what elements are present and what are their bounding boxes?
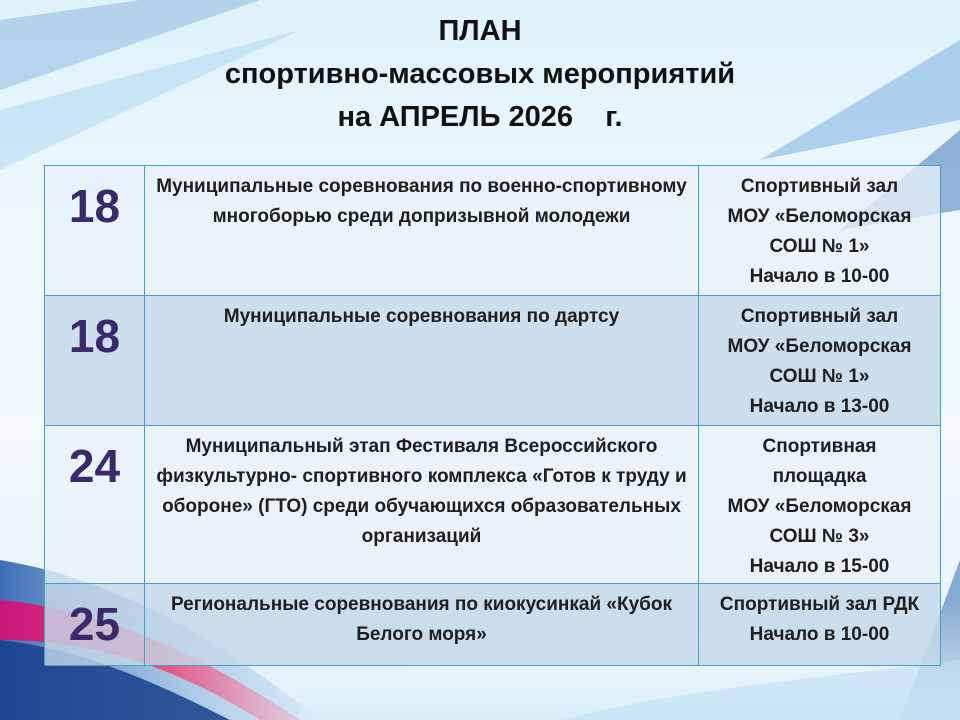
place-line: СОШ № 1»	[769, 236, 870, 257]
place-line: Спортивный зал РДК	[719, 594, 920, 615]
place-line: Спортивный зал	[740, 176, 899, 197]
event-place	[699, 166, 941, 296]
page-title	[0, 10, 960, 139]
place-line: площадка	[772, 466, 867, 487]
event-place	[699, 296, 941, 426]
place-line: Начало в 13-00	[749, 396, 890, 417]
title-line-2: спортивно-массовых мероприятий	[224, 58, 736, 90]
place-line: МОУ «Беломорская	[727, 206, 912, 227]
event-day: 18	[45, 296, 145, 426]
event-description: Региональные соревнования по киокусинкай «Кубок Белого моря»	[145, 584, 699, 666]
event-day: 24	[45, 426, 145, 584]
place-line: Начало в 15-00	[749, 556, 890, 577]
event-description: Муниципальные соревнования по дартсу	[145, 296, 699, 426]
place-line: Начало в 10-00	[749, 624, 890, 645]
place-line: СОШ № 3»	[769, 526, 870, 547]
event-place	[699, 426, 941, 584]
place-line: МОУ «Беломорская	[727, 496, 912, 517]
table-row	[45, 584, 941, 666]
place-line: СОШ № 1»	[769, 366, 870, 387]
event-description: Муниципальный этап Фестиваля Всероссийского физкультурно- спортивного комплекса «Готов к труду и обороне» (ГТО) среди обучающихся образовательных организаций	[145, 426, 699, 584]
events-table	[44, 165, 941, 666]
place-line: МОУ «Беломорская	[727, 336, 912, 357]
title-line-3: на АПРЕЛЬ 2026 г.	[337, 101, 623, 133]
event-description: Муниципальные соревнования по военно-спортивному многоборью среди допризывной молодежи	[145, 166, 699, 296]
place-line: Спортивный зал	[740, 306, 899, 327]
title-line-1: ПЛАН	[438, 15, 522, 47]
place-line: Начало в 10-00	[749, 266, 890, 287]
event-place	[699, 584, 941, 666]
table-row	[45, 296, 941, 426]
table-row	[45, 166, 941, 296]
table-row	[45, 426, 941, 584]
event-day: 18	[45, 166, 145, 296]
event-day: 25	[45, 584, 145, 666]
place-line: Спортивная	[762, 436, 877, 457]
